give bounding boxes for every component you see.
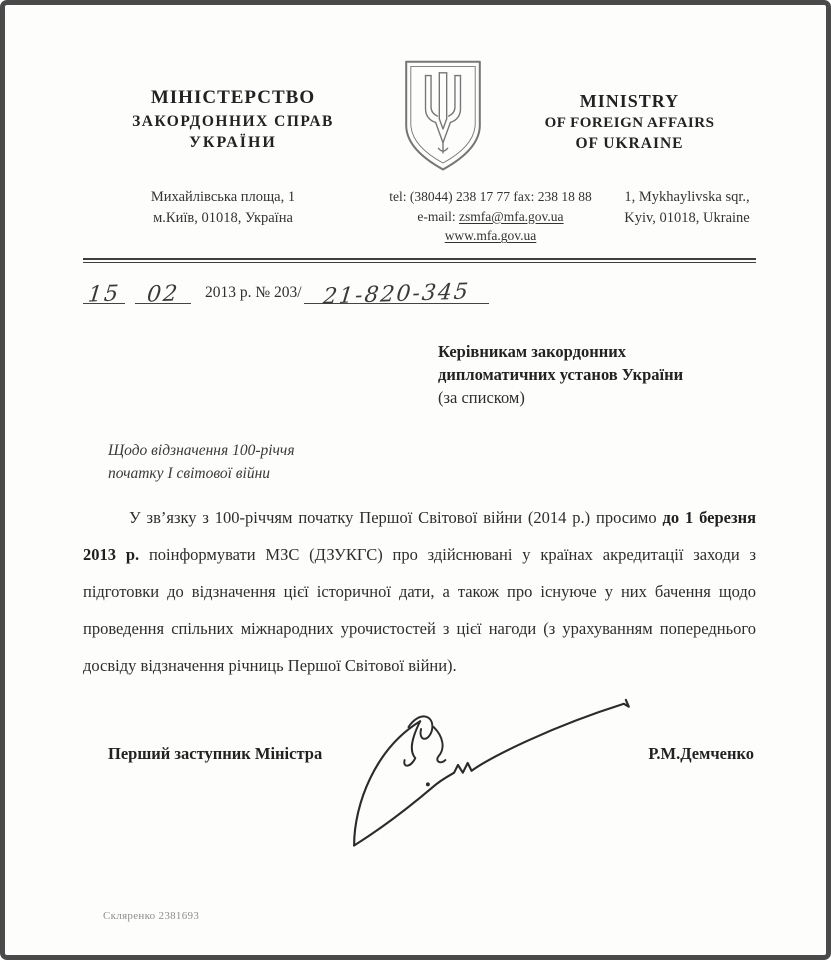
body-bold-deadline: до 1 березня 2013 р. — [83, 508, 757, 565]
ministry-ua-line3: УКРАЇНИ — [189, 134, 277, 151]
address-ua-line1: Михайлівська площа, 1 — [150, 189, 296, 205]
ukraine-trident-emblem-icon — [397, 57, 489, 177]
subject-line1: Щодо відзначення 100-річчя — [108, 441, 295, 459]
addressee-line3: (за списком) — [438, 387, 525, 407]
body-text-2: поінформувати МЗС (ДЗУКГС) про здійснювані у країнах акредитації заходи з підготовки до відзначення цієї історичної дати, а також про існуюче у них бачення щодо проведення спільних міжнародних урочистостей з цієї нагоди (з урахуванням попереднього досвіду відзначення річниць Першої Світової війни). — [83, 545, 757, 676]
website-address: www.mfa.gov.ua — [444, 228, 537, 244]
signer-title: Перший заступник Міністра — [108, 744, 323, 764]
reference-number-slot — [304, 279, 489, 310]
ministry-name-en — [503, 91, 756, 153]
header-divider — [83, 258, 756, 263]
handwritten-signature-icon — [325, 682, 655, 877]
addressee-line2: дипломатичних установ України — [438, 364, 684, 384]
date-month-slot — [135, 281, 191, 308]
document-page — [5, 5, 826, 922]
handwritten-reference-number: 21-820-345 — [321, 279, 471, 310]
footer-note: Скляренко 2381693 — [103, 910, 200, 923]
address-en-line1: 1, Mykhaylivska sqr., — [624, 189, 750, 205]
reference-line — [83, 266, 756, 310]
address-ua-line2: м.Київ, 01018, Україна — [153, 210, 293, 227]
subject-line2: початку І світової війни — [108, 465, 271, 483]
body-paragraph — [83, 499, 756, 684]
email-address: zsmfa@mfa.gov.ua — [459, 208, 564, 224]
tel-fax-line: tel: (38044) 238 17 77 fax: 238 18 88 — [389, 189, 592, 204]
addressee-block — [438, 340, 756, 409]
email-line — [363, 207, 618, 227]
signature-block — [83, 692, 756, 870]
address-ua — [83, 187, 363, 229]
subject-block — [108, 439, 756, 486]
ministry-name-ua — [83, 87, 383, 152]
signer-name: Р.М.Демченко — [648, 744, 754, 764]
contact-block — [363, 187, 618, 246]
body-text-1: У зв’язку з 100-річчям початку Першої Світової війни (2014 р.) просимо — [129, 508, 657, 528]
ministry-ua-line2: ЗАКОРДОННИХ СПРАВ — [132, 113, 334, 130]
ministry-ua-line1: МІНІСТЕРСТВО — [150, 87, 316, 108]
letterhead — [83, 55, 756, 177]
coat-of-arms — [383, 57, 503, 177]
letterhead-addresses — [83, 187, 756, 246]
email-label: e-mail: — [417, 208, 460, 224]
ministry-en-line1: MINISTRY — [579, 91, 680, 111]
ministry-en-line3: OF UKRAINE — [575, 135, 684, 152]
date-day-slot — [83, 281, 125, 308]
reference-printed: 2013 р. № 203/ — [205, 283, 302, 301]
address-en-line2: Kyiv, 01018, Ukraine — [624, 210, 750, 227]
addressee-line1: Керівникам закордонних — [438, 341, 626, 361]
handwritten-day: 15 — [86, 281, 122, 308]
ministry-en-line2: OF FOREIGN AFFAIRS — [544, 115, 715, 131]
address-en — [618, 187, 756, 229]
handwritten-month: 02 — [145, 281, 181, 308]
